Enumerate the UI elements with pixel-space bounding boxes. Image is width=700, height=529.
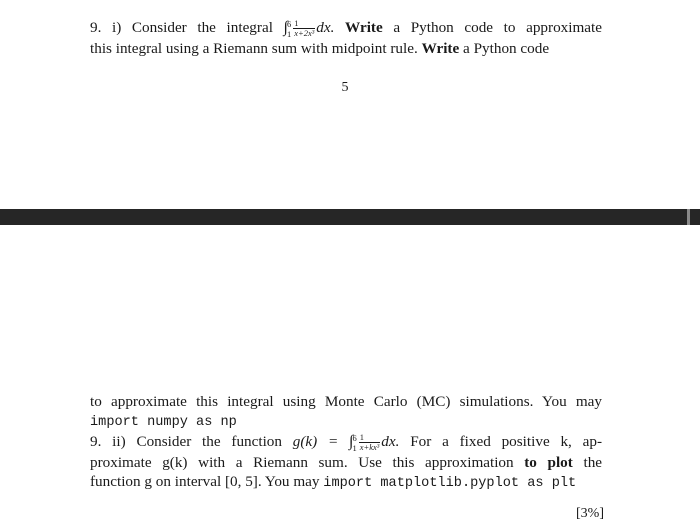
write-keyword: Write [345, 19, 383, 36]
question-9i-text-2: this integral using a Riemann sum with midpoint rule. [90, 39, 418, 57]
question-9ii-line-3 [90, 472, 602, 493]
integrand-denominator-2: x+kx³ [359, 442, 380, 453]
question-9i-text-3: a Python code [463, 39, 550, 57]
question-9i [90, 18, 602, 58]
question-9ii-line-1 [90, 432, 602, 453]
function-g-of-k: g(k) = [292, 433, 339, 450]
integral-differential-2: dx. [381, 433, 400, 450]
page-break-bar [0, 209, 700, 225]
integral-limits [287, 19, 291, 39]
question-9ii-line-2 [90, 453, 602, 472]
write-keyword-2: Write [421, 39, 460, 57]
integral-differential: dx. [316, 19, 335, 36]
scrollbar-edge [687, 209, 690, 225]
question-9i-text-1: a Python code to approximate [393, 19, 603, 36]
integrand-fraction-2 [359, 433, 381, 452]
integral-lower-limit: 1 [286, 28, 292, 39]
integral-sign-2: ∫ [349, 433, 354, 450]
integral-sign: ∫ [283, 19, 288, 36]
to-plot-keyword: to plot [524, 453, 573, 471]
question-9ii-label: 9. ii) Consider the function [90, 433, 282, 450]
question-9i-line-2 [90, 39, 602, 58]
question-9ii-text-3: the [583, 453, 603, 471]
question-9i-label: 9. i) Consider the integral [90, 19, 273, 36]
question-9ii-text-4: function g on interval [0, 5]. You may [90, 472, 320, 490]
question-9-continued [90, 392, 602, 493]
code-import-numpy: import numpy as np [90, 415, 237, 430]
question-9ii-text-1: For a fixed positive k, ap- [410, 433, 603, 450]
integral-limits-2 [352, 433, 356, 453]
integral-lower-limit-2: 1 [352, 442, 357, 453]
page-number: 5 [341, 80, 349, 95]
question-9i-line-1 [90, 18, 602, 39]
marks-label: [3%] [576, 506, 604, 521]
integral-upper-limit-2: 6 [352, 432, 357, 443]
integrand-numerator: 1 [293, 19, 315, 29]
integrand-fraction [293, 19, 315, 38]
code-import-matplotlib: import matplotlib.pyplot as plt [323, 475, 577, 491]
continued-line-2 [90, 411, 602, 432]
integrand-numerator-2: 1 [359, 433, 381, 443]
integrand-denominator: x+2x³ [294, 28, 315, 39]
continued-line-1: to approximate this integral using Monte Carlo (MC) simulations. You may [90, 393, 602, 410]
question-9ii-text-2: proximate g(k) with a Riemann sum. Use this approximation [90, 453, 514, 471]
integral-upper-limit: 6 [286, 18, 292, 29]
